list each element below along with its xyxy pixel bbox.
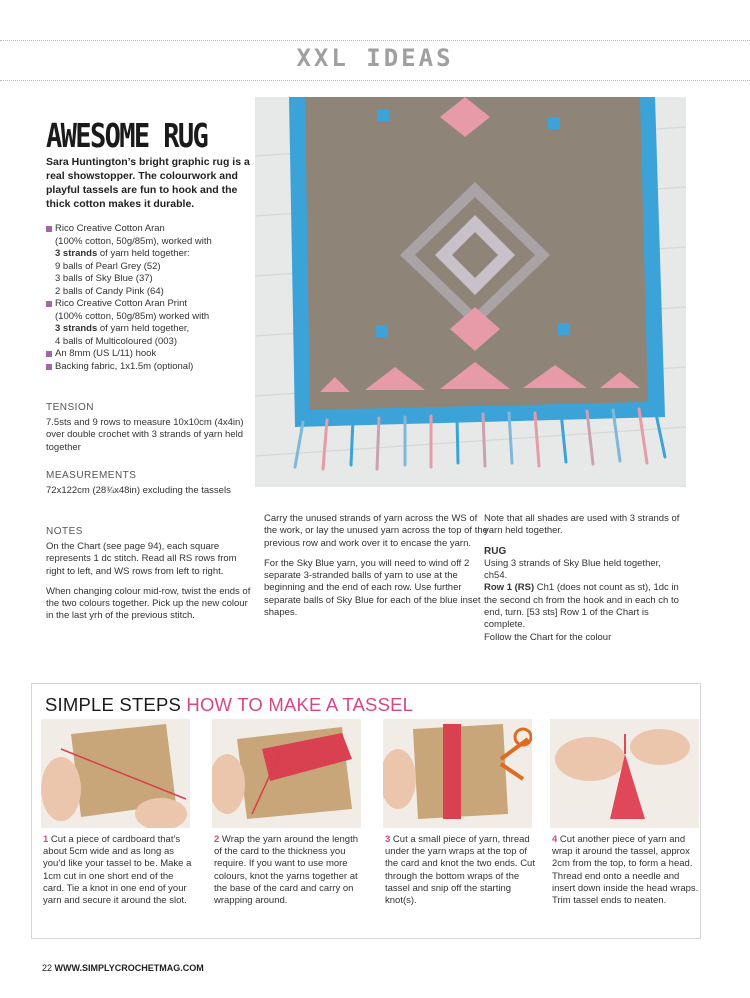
row1-label: Row 1 (RS)	[484, 582, 535, 594]
tension-heading: TENSION	[46, 402, 94, 413]
notes-body	[46, 541, 251, 631]
step-3-photo	[383, 719, 532, 828]
tension-text: 7.5sts and 9 rows to measure 10x10cm (4x4in) over double crochet with 3 strands of yarn held together	[46, 417, 244, 453]
steps-title: SIMPLE STEPS HOW TO MAKE A TASSEL	[45, 694, 414, 715]
bullet-square-icon	[46, 226, 52, 232]
body-paragraph: Follow the Chart for the colour	[484, 631, 612, 643]
body-paragraph: Using 3 strands of Sky Blue held together, ch54.	[484, 557, 661, 582]
bullet-square-icon	[46, 301, 52, 307]
body-paragraph: Carry the unused strands of yarn across the WS of the work, or lay the unused yarn across the top of the previous row and work over it to encase the yarn.	[264, 513, 488, 549]
materials-list	[46, 223, 256, 373]
header-bottom-rule	[0, 80, 750, 81]
step-2-photo	[212, 719, 361, 828]
body-paragraph: Note that all shades are used with 3 strands of yarn held together.	[484, 513, 680, 537]
column-right	[484, 513, 684, 652]
step-4-text: 4 Cut another piece of yarn and wrap it around the tassel, approx 2cm from the top, to form a head. Thread end onto a needle and insert down inside the head wraps. Trim tassel ends to neaten.	[552, 834, 699, 907]
step-1-photo	[41, 719, 190, 828]
list-item: Rico Creative Cotton Aran (100% cotton, 50g/85m), worked with 3 strands of yarn held together: 9 balls of Pearl Grey (52) 3 balls of Sky Blue (37) 2 balls of Candy Pink (64)	[46, 223, 256, 298]
list-item: Backing fabric, 1x1.5m (optional)	[46, 361, 256, 374]
column-middle	[264, 513, 489, 627]
list-item: Rico Creative Cotton Aran Print (100% cotton, 50g/85m) worked with 3 strands of yarn held together, 4 balls of Multicoloured (003)	[46, 298, 256, 348]
measurements-text: 72x122cm (28¾x48in) excluding the tassels	[46, 485, 231, 496]
body-paragraph: For the Sky Blue yarn, you will need to wind off 2 separate 3-stranded balls of yarn to use at the beginning and the end of each row. Use further separate balls of Sky Blue for each of the blue inset shapes.	[264, 557, 481, 619]
website-link[interactable]: WWW.SIMPLYCROCHETMAG.COM	[54, 963, 204, 973]
step-4-photo	[550, 719, 699, 828]
simple-steps-panel	[31, 683, 701, 939]
list-item: An 8mm (US L/11) hook	[46, 348, 256, 361]
bullet-square-icon	[46, 364, 52, 370]
bullet-square-icon	[46, 351, 52, 357]
notes-heading: NOTES	[46, 526, 83, 537]
page-footer	[42, 963, 204, 973]
row1-paragraph: Row 1 (RS) Ch1 (does not count as st), 1dc in the second ch from the hook and in each ch to end, turn. [53 sts] Row 1 of the Chart is complete.	[484, 582, 679, 631]
page-number: 22	[42, 963, 53, 973]
step-3-text: 3 Cut a small piece of yarn, thread under the yarn wraps at the top of the card and knot the two ends. Cut through the bottom wraps of the tassel and snip off the starting knot(s).	[385, 834, 535, 907]
step-2-text: 2 Wrap the yarn around the length of the card to the thickness you require. If you want to use more colours, knot the yarns together at the base of the card and carry on wrapping around.	[214, 834, 359, 907]
rug-photo	[255, 97, 686, 487]
pattern-intro: Sara Huntington’s bright graphic rug is a real showstopper. The colourwork and playful tassels are fun to hook and the thick cotton makes it durable.	[46, 156, 250, 210]
notes-paragraph: On the Chart (see page 94), each square represents 1 dc stitch. Read all RS rows from right to left, and WS rows from left to right.	[46, 541, 237, 577]
header-top-rule	[0, 40, 750, 41]
pattern-title: AWESOME RUG	[46, 116, 208, 155]
step-1-text: 1 Cut a piece of cardboard that’s about 5cm wide and as long as you’d like your tassel to be. Make a 1cm cut in one short end of the card. Tie a knot in one end of your yarn and secure it around the slot.	[43, 834, 192, 907]
measurements-heading: MEASUREMENTS	[46, 470, 137, 481]
rug-heading: RUG	[484, 545, 507, 557]
section-header: XXL IDEAS	[296, 44, 454, 72]
notes-paragraph: When changing colour mid-row, twist the ends of the two colours together. Pick up the new colour in the last yrh of the previous stitch.	[46, 585, 251, 622]
